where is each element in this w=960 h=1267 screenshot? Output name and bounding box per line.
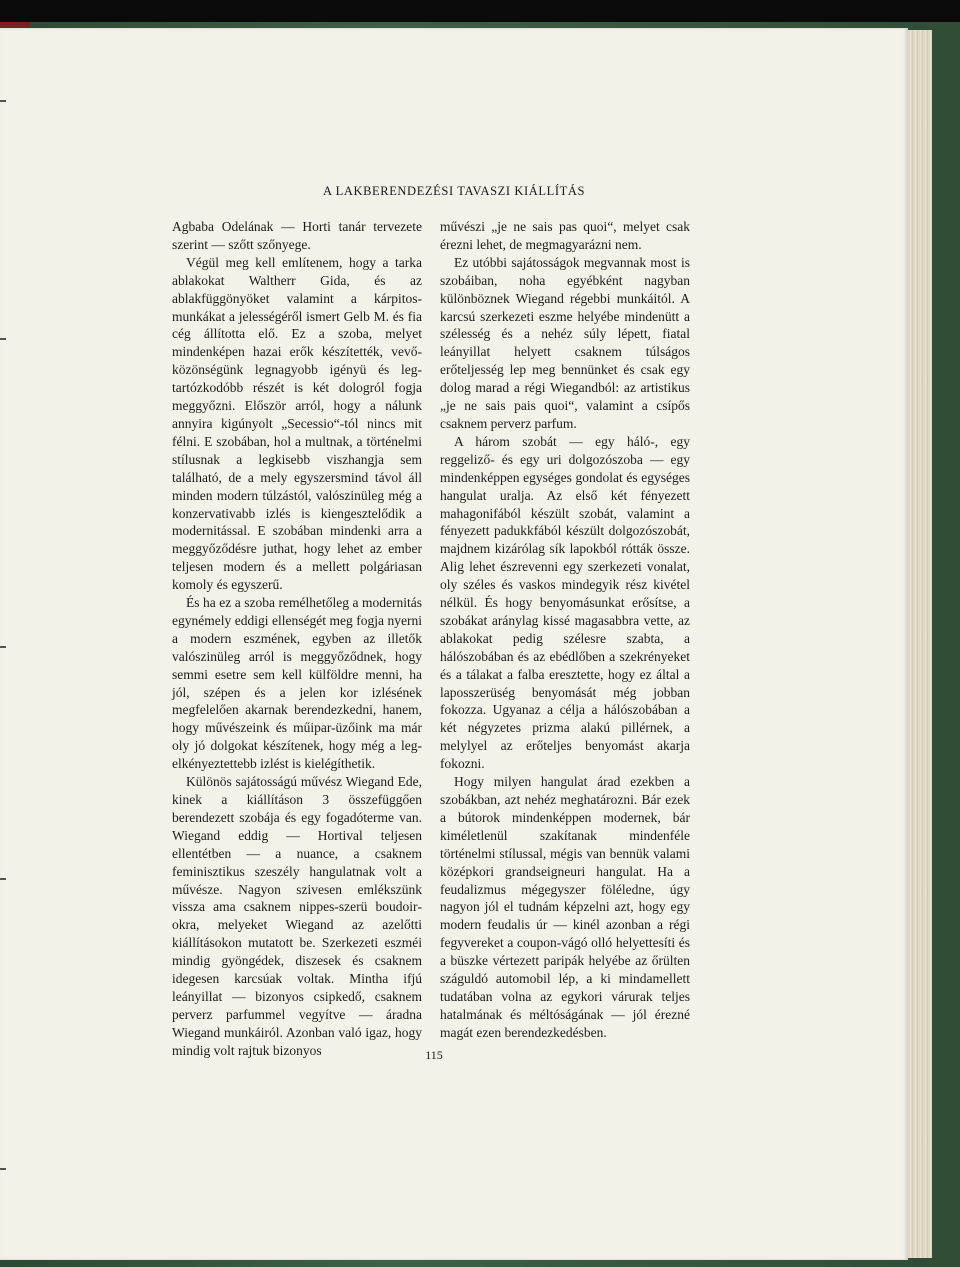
paragraph: Különös sajátosságú művész Wiegand Ede, kinek a kiállításon 3 összefüggően berendezett szobája és egy fogadóterme van. Wiegand eddig — Hortival teljesen ellentétben — a nuance, a csaknem feminisztikus szeszély hangulatnak volt a művésze. Nagyon szivesen emlékszünk vissza ama csaknem nippes-szerü boudoirokra, melyeket Wiegand az azelőtti kiállításokon mutatott be. Szerkezeti eszméi mindig gyöngédek, diszesek és csaknem idegesen karcsúak voltak. Mintha ifjú leányillat — bizonyos csipkedő, csaknem perverz parfummel vegyítve — áradna Wiegand munkáiról. Azonban való igaz, hogy mindig volt rajtuk bizonyos	[172, 774, 422, 1058]
paragraph: Agbaba Odelának — Horti tanár tervezete szerint — szőtt szőnyege.	[172, 219, 422, 252]
paragraph: Végül meg kell említenem, hogy a tarka ablakokat Waltherr Gida, és az ablakfüggönyöket valamint a kárpitosmunkákat a jelességéről ismert Gelb M. és fia cég állította elő. Ez a szoba, melyet mindenképen hazai erők készítették, vevőközönségünk legnagyobb igényü és legtartózkodóbb részét is két dologról fogja meggyőzni. Először arról, hogy a nálunk annyira kigúnyolt „Secessio“-tól nincs mit félni. E szobában, hol a multnak, a történelmi stílusnak a legkisebb viszhangja sem található, de a mely egyszersmind távol áll minden modern túlzástól, valószinüleg még a konzervativabb izlés is kiengesztelődik a modernitással. E szobában mindenki arra a meggyőződésre juthat, hogy lehet az ember teljesen modern és a mellett polgáriasan komoly és egyszerű.	[172, 254, 422, 593]
margin-mark	[0, 646, 6, 648]
paragraph: És ha ez a szoba remélhetőleg a modernitás egynémely eddigi ellenségét meg fogja nyerni a modern eszmének, egyben az illetők valószinüleg arról is meggyőződnek, hogy semmi esetre sem kell külföldre menni, ha jól, szépen és a jelen kor izlésének megfelelően akarnak berendezkedni, hanem, hogy művészeink és műipar-üzőink ma már oly jó dolgokat készítenek, hogy még a legelkényeztettebb izlést is kielégíthetik.	[172, 595, 422, 772]
left-column	[172, 218, 422, 1060]
running-head: A LAKBERENDEZÉSI TAVASZI KIÁLLÍTÁS	[322, 184, 586, 198]
margin-mark	[0, 878, 6, 880]
margin-mark	[0, 100, 6, 102]
paragraph: A három szobát — egy háló-, egy reggeliző- és egy uri dolgozószoba — egy mindenképpen egységes gondolat és egységes hangulat uralja. Az első két fényezett mahagonifából készült szobát, valamint a fényezett padukkfából készült dolgozószobát, majdnem kizárólag sík lapokból rótták össze. Alig lehet észrevenni egy szerkezeti vonalat, oly széles és vaskos mindegyik rész kivétel nélkül. És hogy benyomásunkat erősítse, a szobákat aránylag kissé magasabbra vette, az ablakokat pedig szélesre szabta, a hálószobában és az ebédlőben a szekrényeket és a tálakat a falba eresztette, hogy ez által a laposszerüség benyomását még jobban fokozza. Ugyanaz a célja a hálószobában a két négyzetes prizma alakú pillérnek, a melylyel az erőteljes benyomást akarja fokozni.	[440, 433, 690, 772]
right-column	[440, 218, 690, 1042]
margin-mark	[0, 338, 6, 340]
margin-mark	[0, 1168, 6, 1170]
page-number: 115	[425, 1048, 443, 1062]
paragraph: művészi „je ne sais pas quoi“, melyet csak érezni lehet, de megmagyarázni nem.	[440, 219, 690, 252]
page-edges	[904, 30, 932, 1258]
paragraph: Hogy milyen hangulat árad ezekben a szobákban, azt nehéz meghatározni. Bár ezek a bútorok mindenképpen modernek, bár kiméletlenül szakítanak mindenféle történelmi stílussal, mégis van bennük valami középkori grandseigneuri hangulat. Ha a feudalizmus mégegyszer föléledne, úgy nagyon jól el tudnám képzelni azt, hogy egy modern feudalis úr — kinél azonban a régi fegyvereket a coupon-vágó olló helyettesíti és a büszke vértezett paripák helyébe az őrülten száguldó automobil lép, a ki mindamellett tudatában volna az egykori várurak teljes hatalmának és méltóságának — jól érezné magát ezen berendezkedésben.	[440, 774, 690, 1040]
paragraph: Ez utóbbi sajátosságok megvannak most is szobáiban, noha egyébként nagyban különböznek Wiegand régebbi munkáitól. A karcsú szerkezeti eszme helyébe mindenütt a szélesség és a nehéz súly lépett, fiatal leányillat helyett csaknem túlságos erőteljesség lep meg bennünket és csak egy dolog marad a régi Wiegandból: az artistikus „je ne sais pais quoi“, valamint a csípős csaknem perverz parfum.	[440, 254, 690, 431]
